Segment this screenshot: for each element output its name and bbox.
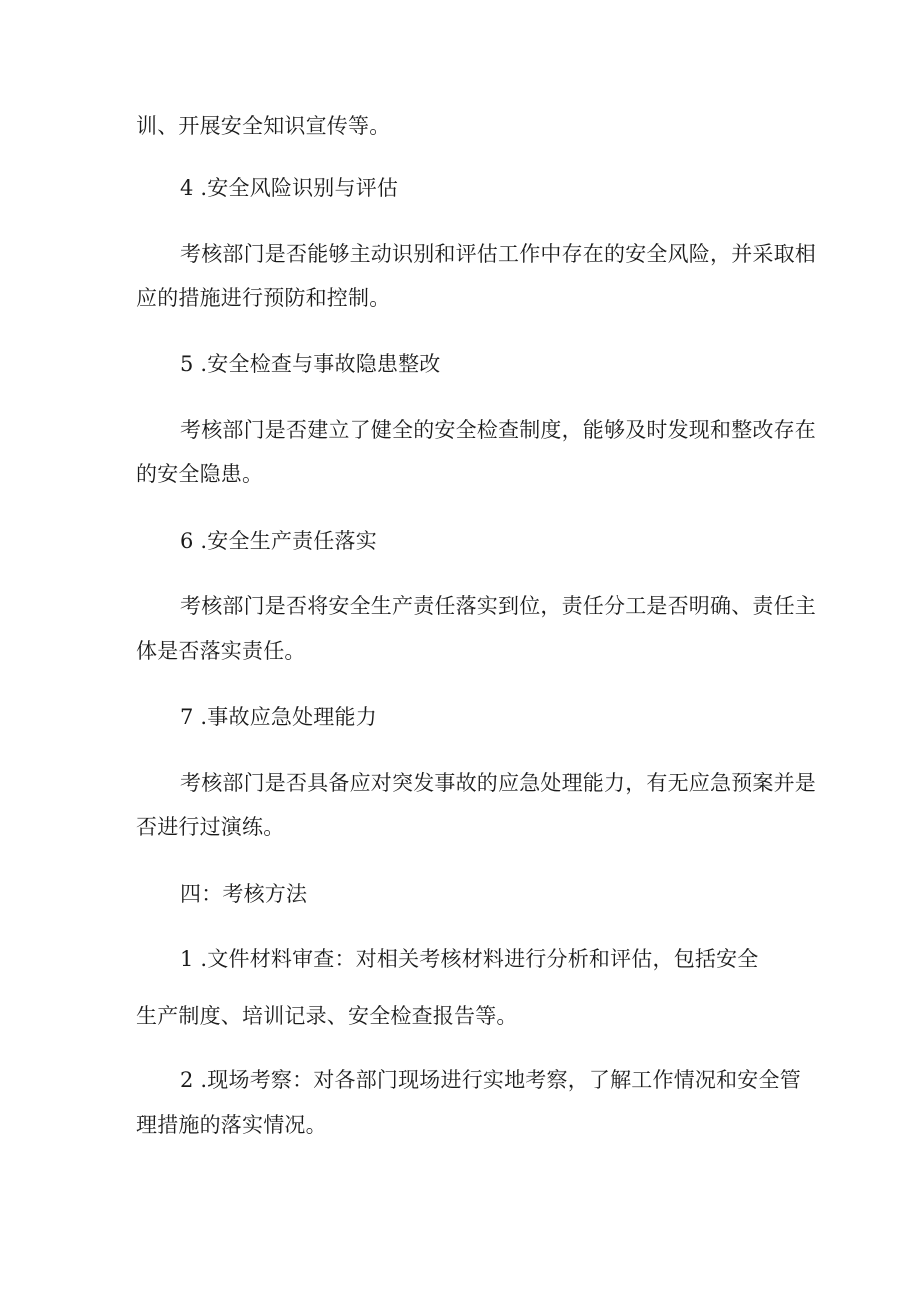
section-heading-5: 5 .安全检查与事故隐患整改 [180, 352, 441, 376]
body-line: 否进行过演练。 [136, 815, 285, 839]
section-heading-4: 4 .安全风险识别与评估 [180, 176, 399, 200]
method-item-2: 2 .现场考察：对各部门现场进行实地考察，了解工作情况和安全管 [180, 1068, 801, 1092]
method-item-2-continuation: 理措施的落实情况。 [136, 1113, 327, 1137]
body-line: 考核部门是否建立了健全的安全检查制度，能够及时发现和整改存在 [180, 418, 816, 442]
body-line: 体是否落实责任。 [136, 639, 306, 663]
method-item-1-continuation: 生产制度、培训记录、安全检查报告等。 [136, 1004, 518, 1028]
section-heading-7: 7 .事故应急处理能力 [180, 705, 377, 729]
section-heading-6: 6 .安全生产责任落实 [180, 529, 377, 553]
body-line: 的安全隐患。 [136, 462, 264, 486]
chapter-heading-methods: 四：考核方法 [180, 882, 308, 906]
body-line: 考核部门是否将安全生产责任落实到位，责任分工是否明确、责任主 [180, 594, 816, 618]
method-item-1: 1 .文件材料审查：对相关考核材料进行分析和评估，包括安全 [180, 947, 759, 971]
body-line: 考核部门是否能够主动识别和评估工作中存在的安全风险，并采取相 [180, 242, 816, 266]
body-line-continuation: 训、开展安全知识宣传等。 [136, 114, 391, 138]
body-line: 考核部门是否具备应对突发事故的应急处理能力，有无应急预案并是 [180, 771, 816, 795]
body-line: 应的措施进行预防和控制。 [136, 286, 391, 310]
